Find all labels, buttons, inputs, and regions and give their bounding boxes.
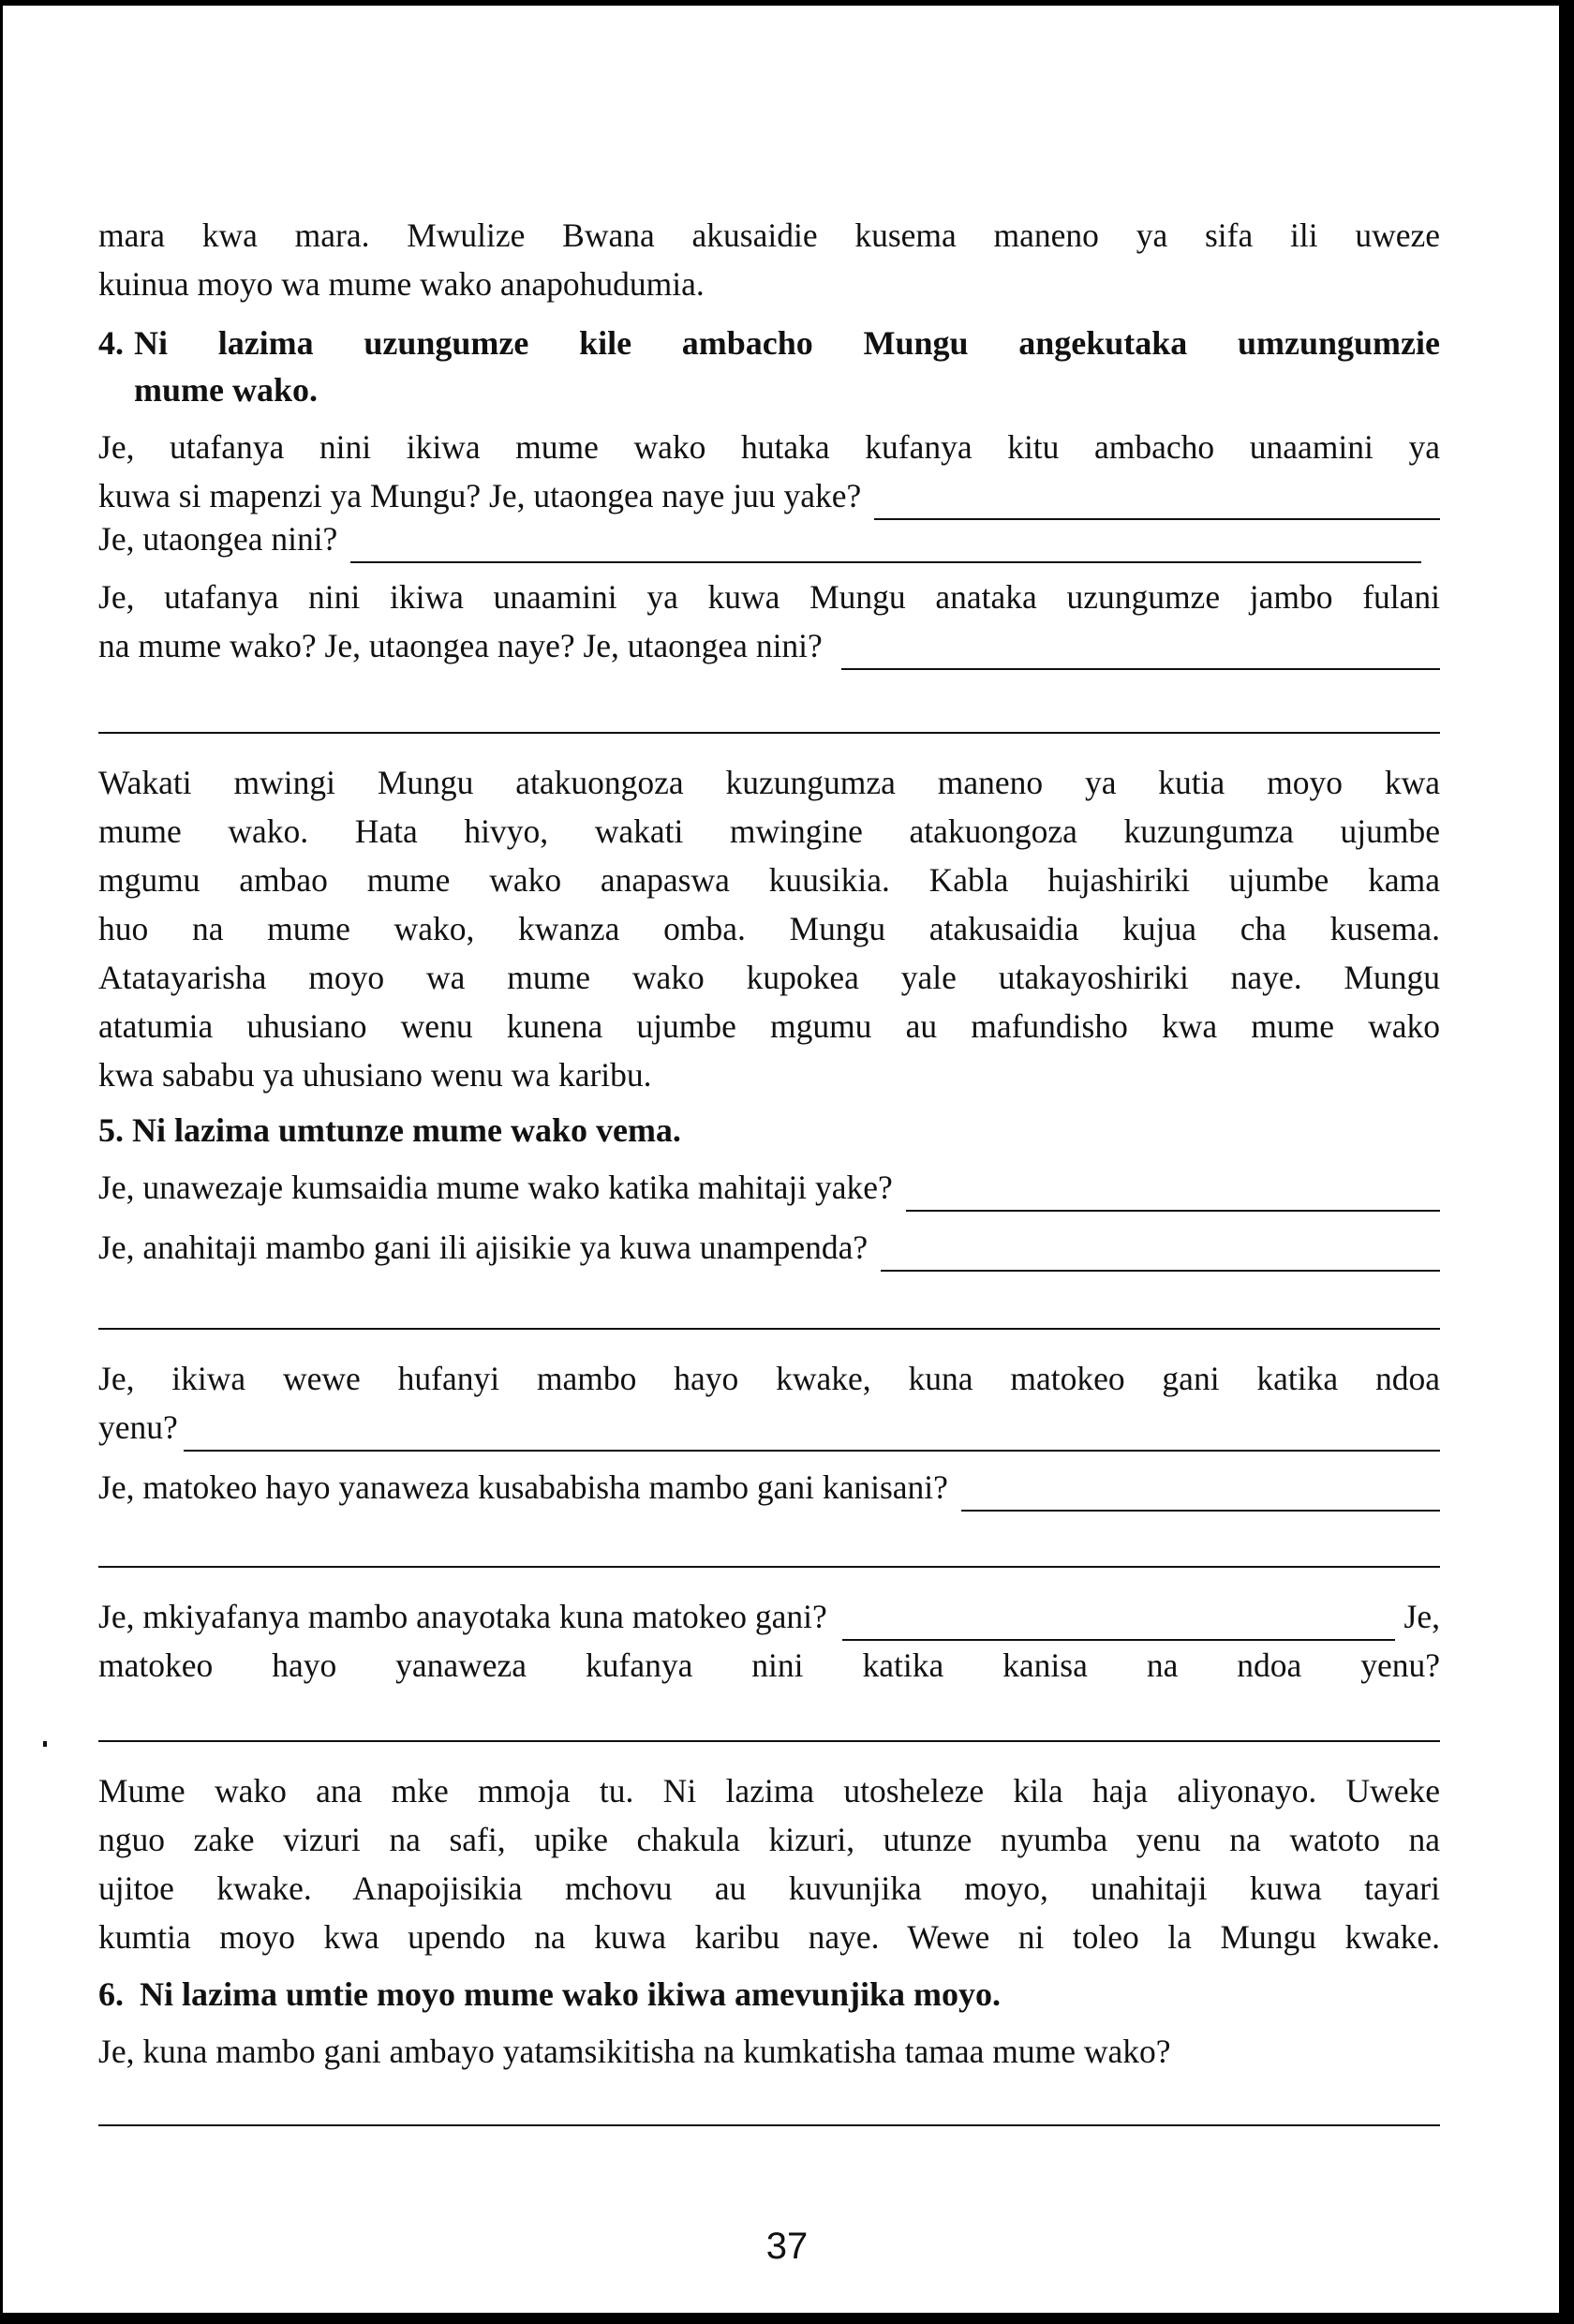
heading-text: Ni lazima umtunze mume wako vema. — [132, 1111, 681, 1149]
text-line: kwa sababu ya uhusiano wenu wa karibu. — [98, 1056, 652, 1094]
question-row — [98, 621, 1440, 670]
section-5 — [98, 1107, 1440, 1961]
question-row — [98, 1463, 1440, 1512]
question-text: Je, anahitaji mambo gani ili ajisikie ya kuwa unampenda? — [98, 1229, 869, 1266]
answer-line[interactable] — [98, 1326, 1440, 1330]
question-text: matokeo hayo yanaweza kufanya nini katika kanisa na ndoa yenu? — [98, 1646, 1440, 1684]
answer-blank[interactable] — [906, 1172, 1440, 1212]
question-text: Je, utaongea nini? — [98, 520, 338, 558]
section-5-paragraph — [98, 1766, 1440, 1961]
intro-paragraph — [98, 211, 1440, 308]
question-text: Je, matokeo hayo yanaweza kusababisha mambo gani kanisani? — [98, 1468, 948, 1506]
text-line: kumtia moyo kwa upendo na kuwa karibu naye. Wewe ni toleo la Mungu kwake. — [98, 1918, 1440, 1956]
question-text: Je, mkiyafanya mambo anayotaka kuna matokeo gani? — [98, 1598, 827, 1635]
answer-blank[interactable] — [841, 631, 1440, 670]
section-6 — [98, 1971, 1440, 2126]
text-line: huo na mume wako, kwanza omba. Mungu atakusaidia kujua cha kusema. — [98, 910, 1440, 947]
question-text: Je, utafanya nini ikiwa mume wako hutaka kufanya kitu ambacho unaamini ya — [98, 428, 1440, 466]
question-row — [98, 1403, 1440, 1452]
question-text: Je, utafanya nini ikiwa unaamini ya kuwa Mungu anataka uzungumze jambo fulani — [98, 578, 1440, 616]
text-line: atatumia uhusiano wenu kunena ujumbe mgumu au mafundisho kwa mume wako — [98, 1007, 1440, 1045]
section-number: 6. — [98, 1975, 124, 2013]
answer-blank[interactable] — [961, 1472, 1440, 1512]
answer-blank[interactable] — [184, 1412, 1440, 1452]
text-line: nguo zake vizuri na safi, upike chakula kizuri, utunze nyumba yenu na watoto na — [98, 1821, 1440, 1858]
answer-blank[interactable] — [881, 1232, 1440, 1272]
question-row — [98, 514, 1440, 563]
heading-text: Ni lazima uzungumze kile ambacho Mungu angekutaka umzungumzie — [134, 324, 1440, 362]
question-text: Je, — [1403, 1598, 1440, 1635]
question-row — [98, 1163, 1440, 1212]
text-line: Mume wako ana mke mmoja tu. Ni lazima utosheleze kila haja aliyonayo. Uweke — [98, 1772, 1440, 1810]
text-line: mgumu ambao mume wako anapaswa kuusikia. Kabla hujashiriki ujumbe kama — [98, 861, 1440, 899]
question-row — [98, 1592, 1440, 1641]
scan-border-left — [0, 0, 3, 2324]
answer-line[interactable] — [98, 1738, 1440, 1742]
question-text: Je, kuna mambo gani ambayo yatamsikitisha na kumkatisha tamaa mume wako? — [98, 2033, 1171, 2070]
section-4-paragraph — [98, 758, 1440, 1099]
question-text: Je, ikiwa wewe hufanyi mambo hayo kwake, kuna matokeo gani katika ndoa — [98, 1360, 1440, 1397]
answer-line[interactable] — [98, 2123, 1440, 2126]
question-text: na mume wako? Je, utaongea naye? Je, utaongea nini? — [98, 627, 823, 664]
section-number: 4. — [98, 324, 124, 362]
question-row — [98, 1223, 1440, 1272]
answer-line[interactable] — [98, 730, 1440, 734]
section-heading — [98, 1971, 1440, 2018]
answer-blank[interactable] — [842, 1601, 1395, 1641]
answer-blank[interactable] — [350, 524, 1421, 563]
question-text: Je, unawezaje kumsaidia mume wako katika mahitaji yake? — [98, 1169, 893, 1206]
scan-speck — [43, 1741, 47, 1747]
section-heading — [98, 1107, 1440, 1154]
heading-text: Ni lazima umtie moyo mume wako ikiwa amevunjika moyo. — [140, 1975, 1001, 2013]
text-line: mara kwa mara. Mwulize Bwana akusaidie kusema maneno ya sifa ili uweze — [98, 216, 1440, 254]
text-line: mume wako. Hata hivyo, wakati mwingine atakuongoza kuzungumza ujumbe — [98, 812, 1440, 850]
section-heading — [98, 320, 1440, 413]
scan-border-right — [1559, 0, 1574, 2324]
heading-text: mume wako. — [134, 371, 318, 409]
scan-border-bottom — [0, 2313, 1574, 2324]
question-text: yenu? — [98, 1408, 178, 1446]
answer-line[interactable] — [98, 1564, 1440, 1568]
text-line: kuinua moyo wa mume wako anapohudumia. — [98, 265, 705, 303]
page-body — [98, 211, 1440, 2126]
page-number: 37 — [765, 2226, 809, 2267]
scan-border-top — [0, 0, 1574, 17]
text-line: Atatayarisha moyo wa mume wako kupokea yale utakayoshiriki naye. Mungu — [98, 959, 1440, 996]
question-text: kuwa si mapenzi ya Mungu? Je, utaongea naye juu yake? — [98, 477, 862, 514]
section-4 — [98, 320, 1440, 1099]
text-line: Wakati mwingi Mungu atakuongoza kuzungumza maneno ya kutia moyo kwa — [98, 764, 1440, 801]
answer-blank[interactable] — [874, 481, 1440, 520]
section-number: 5. — [98, 1111, 124, 1149]
text-line: ujitoe kwake. Anapojisikia mchovu au kuvunjika moyo, unahitaji kuwa tayari — [98, 1870, 1440, 1907]
question-row — [98, 471, 1440, 520]
